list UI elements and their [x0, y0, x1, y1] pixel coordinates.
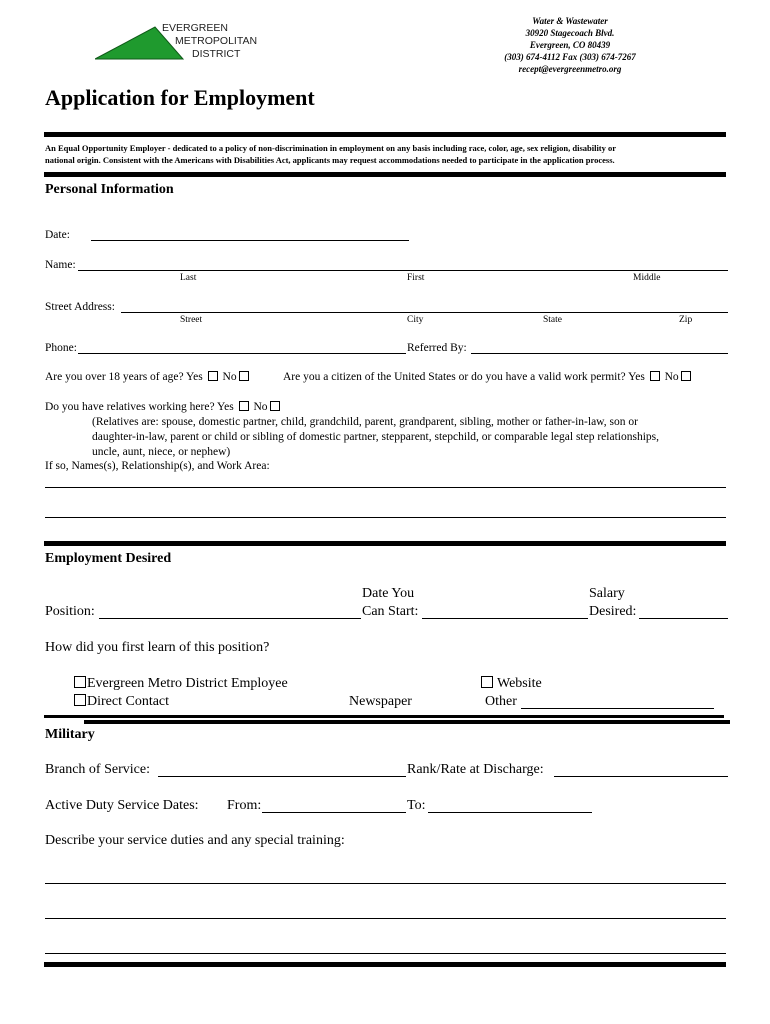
relatives-question [45, 401, 282, 414]
relatives-line-2[interactable] [45, 517, 726, 518]
learn-question: How did you first learn of this position? [45, 640, 270, 655]
relatives-names-label: If so, Names(s), Relationship(s), and Work Area: [45, 460, 270, 472]
from-field[interactable] [262, 812, 406, 813]
eeo-line-2: national origin. Consistent with the Americans with Disabilities Act, applicants may request accommodations needed to participate in the application process. [45, 155, 615, 165]
option-direct [74, 694, 169, 710]
describe-line-2[interactable] [45, 918, 726, 919]
service-dates-label: Active Duty Service Dates: [45, 798, 199, 813]
contact-line-2: 30920 Stagecoach Blvd. [525, 28, 615, 38]
contact-block [470, 15, 670, 75]
branch-field[interactable] [158, 776, 406, 777]
age-no-label: No [222, 371, 237, 383]
section-personal-heading: Personal Information [45, 182, 174, 197]
citizen-yes-checkbox[interactable] [650, 371, 660, 381]
relatives-no-checkbox[interactable] [270, 401, 280, 411]
employee-checkbox[interactable] [74, 676, 86, 688]
date-label: Date: [45, 229, 70, 241]
age-question-text: Are you over 18 years of age? Yes [45, 371, 203, 383]
salary-label-2: Desired: [589, 604, 637, 619]
branch-label: Branch of Service: [45, 762, 150, 777]
phone-field[interactable] [78, 353, 406, 354]
option-employee-label: Evergreen Metro District Employee [87, 676, 288, 691]
describe-label: Describe your service duties and any special training: [45, 833, 345, 848]
name-first-caption: First [407, 273, 425, 283]
age-question [45, 371, 251, 384]
address-label: Street Address: [45, 301, 115, 313]
addr-city-caption: City [407, 315, 424, 325]
relatives-no-label: No [253, 401, 268, 413]
option-employee [74, 676, 288, 692]
address-field[interactable] [121, 312, 728, 313]
citizen-question-text: Are you a citizen of the United States or do you have a valid work permit? Yes [283, 371, 645, 383]
relatives-note-1: (Relatives are: spouse, domestic partner, child, grandchild, parent, grandparent, sibling, mother or father-in-law, son or [92, 416, 638, 428]
direct-contact-checkbox[interactable] [74, 694, 86, 706]
divider-top [44, 132, 726, 137]
eeo-statement [45, 142, 727, 166]
contact-line-1: Water & Wastewater [532, 16, 608, 26]
website-checkbox[interactable] [481, 676, 493, 688]
start-date-field[interactable] [422, 618, 588, 619]
from-label: From: [227, 798, 262, 813]
section-military-heading: Military [45, 727, 95, 742]
logo-line-2: METROPOLITAN [175, 35, 258, 47]
contact-email: recept@evergreenmetro.org [518, 64, 622, 74]
rank-label: Rank/Rate at Discharge: [407, 762, 544, 777]
relatives-line-1[interactable] [45, 487, 726, 488]
divider-military-b [84, 720, 730, 724]
divider-eeo [44, 172, 726, 177]
start-date-label-1: Date You [362, 586, 415, 601]
logo-line-1: EVERGREEN [162, 22, 228, 34]
salary-field[interactable] [639, 618, 728, 619]
logo-text [150, 22, 280, 61]
option-other-label: Other [485, 694, 517, 709]
age-yes-checkbox[interactable] [208, 371, 218, 381]
addr-zip-caption: Zip [679, 315, 693, 325]
position-label: Position: [45, 604, 95, 619]
addr-state-caption: State [543, 315, 562, 325]
divider-employment [44, 541, 726, 546]
logo-line-3: DISTRICT [192, 48, 241, 60]
referred-label: Referred By: [407, 342, 467, 354]
relatives-yes-checkbox[interactable] [239, 401, 249, 411]
section-employment-heading: Employment Desired [45, 551, 172, 566]
salary-label-1: Salary [589, 586, 625, 601]
addr-street-caption: Street [180, 315, 203, 325]
relatives-question-text: Do you have relatives working here? Yes [45, 401, 234, 413]
citizen-no-label: No [664, 371, 679, 383]
option-newspaper[interactable]: Newspaper [349, 694, 412, 709]
name-field[interactable] [78, 270, 728, 271]
start-date-label-2: Can Start: [362, 604, 419, 619]
other-field[interactable] [521, 708, 714, 709]
relatives-note-2: daughter-in-law, parent or child or sibling of domestic partner, stepparent, stepchild, or comparable legal step relationships, [92, 431, 659, 443]
option-website [481, 676, 542, 692]
contact-line-4: (303) 674-4112 Fax (303) 674-7267 [504, 52, 636, 62]
eeo-line-1: An Equal Opportunity Employer - dedicated to a policy of non-discrimination in employment on any basis including race, color, age, sex religion, disability or [45, 143, 617, 153]
to-label: To: [407, 798, 426, 813]
citizen-question [283, 371, 693, 384]
option-website-label: Website [497, 676, 542, 691]
position-field[interactable] [99, 618, 361, 619]
contact-line-3: Evergreen, CO 80439 [529, 40, 611, 50]
describe-line-3[interactable] [45, 953, 726, 954]
page-title: Application for Employment [45, 85, 315, 110]
to-field[interactable] [428, 812, 592, 813]
phone-label: Phone: [45, 342, 77, 354]
date-field[interactable] [91, 240, 409, 241]
divider-military-a [44, 715, 724, 718]
age-no-checkbox[interactable] [239, 371, 249, 381]
relatives-note-3: uncle, aunt, niece, or nephew) [92, 446, 231, 458]
option-direct-label: Direct Contact [87, 694, 170, 709]
describe-line-1[interactable] [45, 883, 726, 884]
name-middle-caption: Middle [633, 273, 661, 283]
citizen-no-checkbox[interactable] [681, 371, 691, 381]
divider-bottom [44, 962, 726, 967]
name-label: Name: [45, 259, 76, 271]
rank-field[interactable] [554, 776, 728, 777]
referred-field[interactable] [471, 353, 728, 354]
name-last-caption: Last [180, 273, 197, 283]
